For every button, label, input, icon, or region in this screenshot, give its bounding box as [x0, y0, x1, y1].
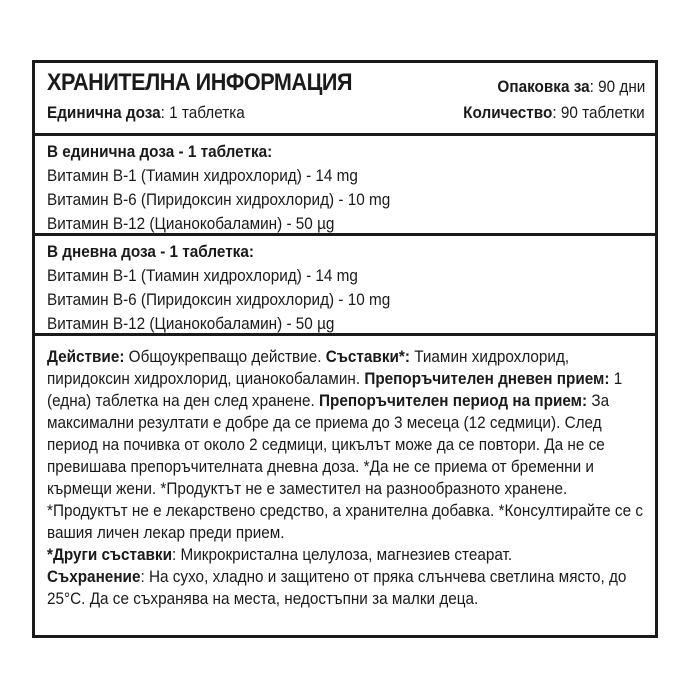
other-ingredients-label: *Други съставки [47, 545, 172, 564]
unit-dose-label: Единична доза [47, 103, 161, 122]
section-title: В единична доза - 1 таблетка: [47, 142, 273, 161]
daily-intake-label: Препоръчителен дневен прием: [364, 369, 610, 388]
section-title: В дневна доза - 1 таблетка: [47, 242, 254, 261]
nutrient-row: Витамин B-1 (Тиамин хидрохлорид) - 14 mg [47, 266, 358, 285]
ingredients-label: Съставки*: [325, 347, 410, 366]
other-ingredients-text: : Микрокристална целулоза, магнезиев стеарат. [171, 545, 513, 564]
action-text: Общоукрепващо действие. [124, 347, 326, 366]
ingredients-text: Тиамин хидрохлорид, пиридоксин хидрохлорид, цианокобаламин. [47, 347, 570, 388]
daily-intake-text: 1 (една) таблетка на ден след хранене. [47, 369, 623, 410]
description-block [47, 346, 648, 610]
quantity-value: : 90 таблетки [552, 103, 645, 122]
daily-dose-section [35, 236, 655, 336]
package-value: : 90 дни [589, 77, 645, 96]
action-label: Действие: [47, 347, 125, 366]
quantity-label: Количество [463, 103, 553, 122]
nutrition-label [32, 60, 658, 638]
nutrient-row: Витамин B-1 (Тиамин хидрохлорид) - 14 mg [47, 166, 358, 185]
quantity [463, 103, 645, 123]
storage-text: : На сухо, хладно и защитено от пряка слънчева светлина място, до 25°С. Да се съхранява на места, недостъпни за малки деца. [47, 567, 627, 608]
unit-dose-value: : 1 таблетка [160, 103, 245, 122]
unit-dose-section [35, 136, 655, 236]
unit-dose [47, 103, 245, 123]
intake-period-label: Препоръчителен период на прием: [319, 391, 588, 410]
nutrient-row: Витамин B-12 (Цианокобаламин) - 50 µg [47, 214, 335, 233]
nutrient-row: Витамин B-6 (Пиридоксин хидрохлорид) - 10 mg [47, 190, 391, 209]
storage-label: Съхранение [47, 567, 141, 586]
label-title: ХРАНИТЕЛНА ИНФОРМАЦИЯ [47, 69, 353, 96]
intake-period-text: За максимални резултати е добре да се приема до 3 месеца (12 седмици). След период на почивка от около 2 седмици, цикълът може да се повтори. Да не се превишава препоръчителната дневна доза. *Да не се приема от бременни и кърмещи жени. *Продуктът не е заместител на разнообразното хранене. *Продуктът не е лекарствено средство, а хранителна добавка. *Консултирайте се с вашия личен лекар преди прием. [47, 391, 643, 542]
nutrient-row: Витамин B-6 (Пиридоксин хидрохлорид) - 10 mg [47, 290, 391, 309]
label-header [35, 63, 655, 136]
package-label: Опаковка за [497, 77, 590, 96]
package-duration [497, 77, 645, 97]
nutrient-row: Витамин B-12 (Цианокобаламин) - 50 µg [47, 314, 335, 333]
